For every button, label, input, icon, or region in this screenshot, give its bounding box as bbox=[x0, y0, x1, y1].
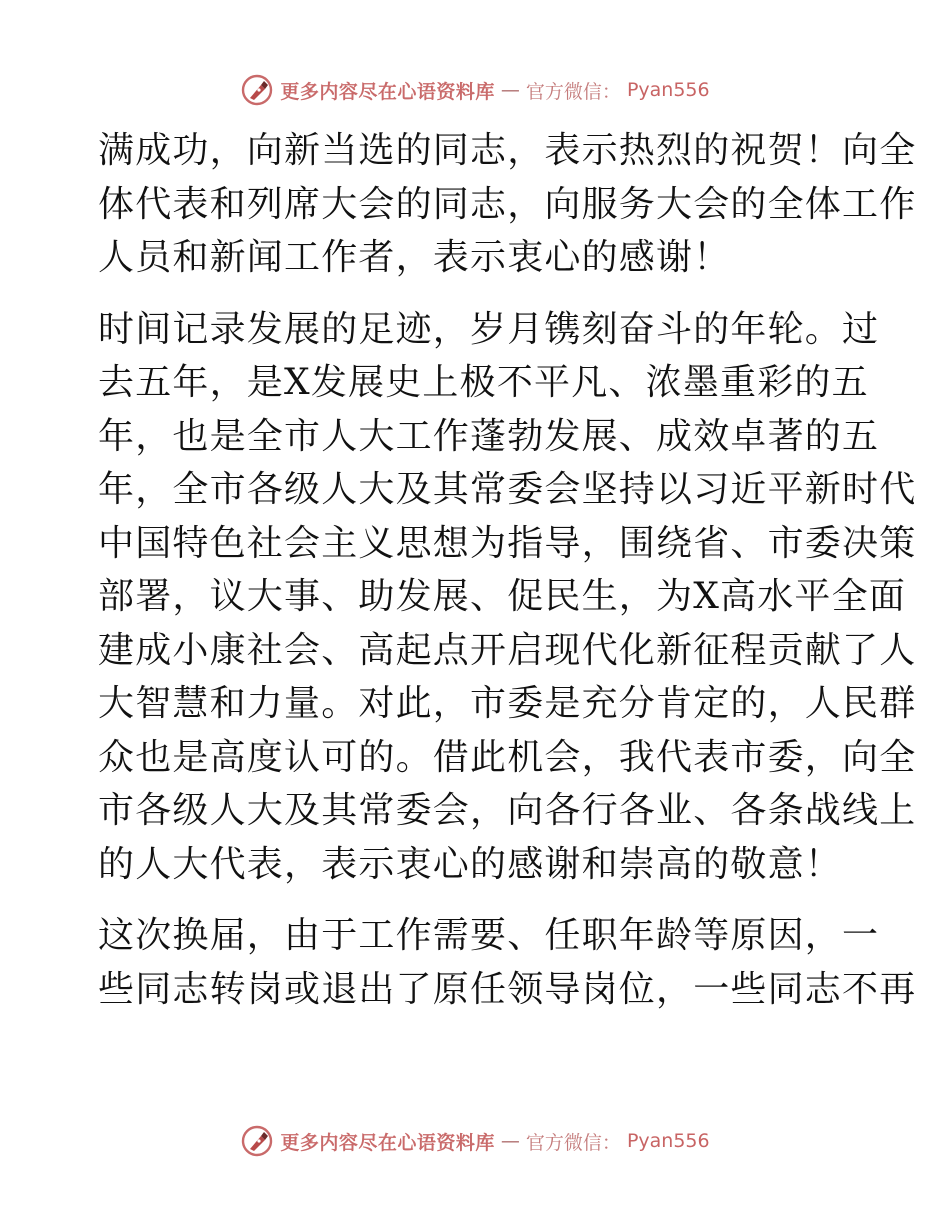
paragraph-1 bbox=[98, 124, 917, 285]
document-body bbox=[98, 124, 917, 1016]
text-line: 体代表和列席大会的同志，向服务大会的全体工作 bbox=[98, 183, 917, 225]
text-line: 人员和新闻工作者，表示衷心的感谢！ bbox=[98, 237, 731, 278]
text-line: 这次换届，由于工作需要、任职年龄等原因，一 bbox=[98, 915, 880, 956]
watermark-label: 官方微信： bbox=[525, 80, 621, 103]
text-line: 时间记录发展的足迹，岁月镌刻奋斗的年轮。过 bbox=[98, 308, 880, 350]
text-line: 大智慧和力量。对此，市委是充分肯定的，人民群 bbox=[98, 683, 917, 724]
watermark-brand: 更多内容尽在心语资料库 bbox=[280, 80, 495, 103]
watermark-brand: 更多内容尽在心语资料库 bbox=[280, 1131, 495, 1154]
paragraph-2 bbox=[98, 303, 917, 892]
text-line: 些同志转岗或退出了原任领导岗位，一些同志不再 bbox=[98, 968, 917, 1010]
text-line: 的人大代表，表示衷心的感谢和崇高的敬意！ bbox=[98, 843, 843, 885]
header-watermark bbox=[0, 70, 950, 110]
watermark-wechat-id: Pyan556 bbox=[626, 1130, 710, 1152]
watermark-dash: — bbox=[500, 1130, 520, 1152]
text-line: 满成功，向新当选的同志，表示热烈的祝贺！向全 bbox=[98, 130, 917, 171]
watermark-wechat-id: Pyan556 bbox=[626, 79, 710, 101]
text-line: 年，全市各级人大及其常委会坚持以习近平新时代 bbox=[98, 469, 917, 510]
text-line: 去五年，是X发展史上极不平凡、浓墨重彩的五 bbox=[98, 362, 869, 403]
text-line: 部署，议大事、助发展、促民生，为X高水平全面 bbox=[98, 576, 907, 617]
pen-nib-circle-icon bbox=[240, 73, 274, 107]
footer-watermark bbox=[0, 1121, 950, 1161]
watermark-label: 官方微信： bbox=[525, 1131, 621, 1154]
text-line: 众也是高度认可的。借此机会，我代表市委，向全 bbox=[98, 736, 917, 778]
text-line: 年，也是全市人大工作蓬勃发展、成效卓著的五 bbox=[98, 415, 880, 457]
text-line: 建成小康社会、高起点开启现代化新征程贡献了人 bbox=[98, 629, 917, 671]
watermark-dash: — bbox=[500, 79, 520, 101]
paragraph-3 bbox=[98, 909, 917, 1016]
pen-nib-circle-icon bbox=[240, 1124, 274, 1158]
text-line: 市各级人大及其常委会，向各行各业、各条战线上 bbox=[98, 790, 917, 831]
text-line: 中国特色社会主义思想为指导，围绕省、市委决策 bbox=[98, 522, 917, 564]
